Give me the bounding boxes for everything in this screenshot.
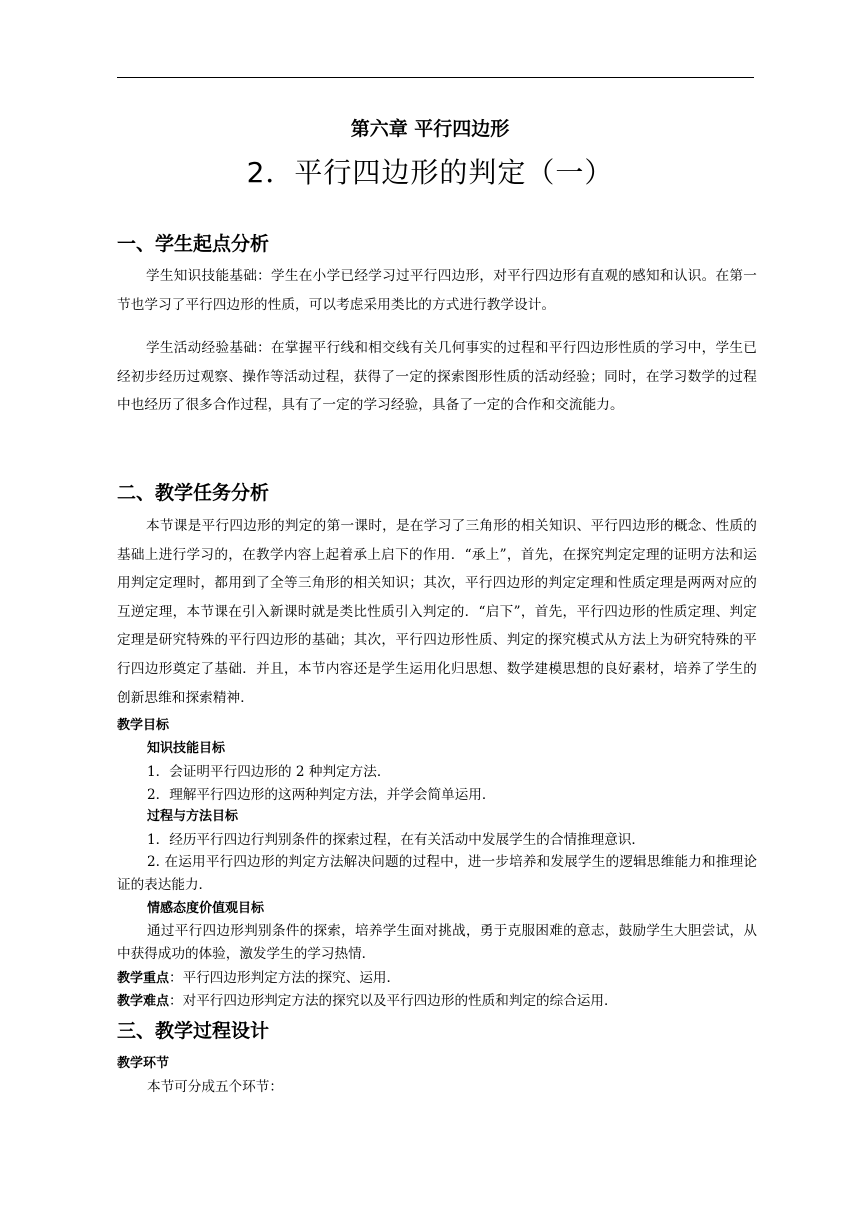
chapter-title: 第六章 平行四边形 bbox=[350, 118, 510, 140]
key-point-text: ：平行四边形判定方法的探究、运用． bbox=[169, 970, 401, 986]
section1-paragraph-1: 学生知识技能基础：学生在小学已经学习过平行四边形，对平行四边形有直观的感知和认识。在第一节也学习了平行四边形的性质，可以考虑采用类比的方式进行教学设计。 bbox=[117, 268, 757, 313]
knowledge-goal-item: 2．理解平行四边形的这两种判定方法，并学会简单运用． bbox=[147, 787, 496, 803]
knowledge-goal-item: 1．会证明平行四边形的 2 种判定方法． bbox=[147, 764, 391, 780]
process-goal-item: 2. 在运用平行四边形的判定方法解决问题的过程中，进一步培养和发展学生的逻辑思维能力和推理论证的表达能力． bbox=[117, 854, 757, 893]
section1-paragraph-2: 学生活动经验基础：在掌握平行线和相交线有关几何事实的过程和平行四边形性质的学习中，学生已经初步经历过观察、操作等活动过程，获得了一定的探索图形性质的活动经验；同时，在学习数学的过程中也经历了很多合作过程，具有了一定的学习经验，具备了一定的合作和交流能力。 bbox=[117, 340, 757, 414]
knowledge-goals-label: 知识技能目标 bbox=[147, 741, 226, 756]
emotion-goals-text: 通过平行四边形判别条件的探索，培养学生面对挑战，勇于克服困难的意志，鼓励学生大胆尝试，从中获得成功的体验，激发学生的学习热情． bbox=[117, 923, 757, 962]
lesson-title: 2．平行四边形的判定（一） bbox=[246, 156, 614, 189]
section2-paragraph-1: 本节课是平行四边形的判定的第一课时，是在学习了三角形的相关知识、平行四边形的概念、性质的基础上进行学习的，在教学内容上起着承上启下的作用．“承上”，首先，在探究判定定理的证明方法和运用判定定理时，都用到了全等三角形的相关知识；其次，平行四边形的判定定理和性质定理是两两对应的互逆定理，本节课在引入新课时就是类比性质引入判定的．“启下”，首先，平行四边形的性质定理、判定定理是研究特殊的平行四边形的基础；其次，平行四边形性质、判定的探究模式从方法上为研究特殊的平行四边形奠定了基础．并且，本节内容还是学生运用化归思想、数学建模思想的良好素材，培养了学生的创新思维和探索精神． bbox=[117, 518, 757, 706]
teaching-stage-text: 本节可分成五个环节： bbox=[147, 1079, 283, 1095]
section3-heading: 三、教学过程设计 bbox=[117, 1020, 270, 1042]
header-rule bbox=[117, 77, 754, 78]
key-point-line bbox=[117, 966, 400, 986]
process-goals-label: 过程与方法目标 bbox=[147, 809, 239, 824]
section1-heading: 一、学生起点分析 bbox=[117, 233, 270, 255]
difficulty-line bbox=[117, 989, 618, 1009]
goals-label: 教学目标 bbox=[117, 718, 170, 733]
key-point-label: 教学重点 bbox=[117, 971, 170, 986]
teaching-stage-label: 教学环节 bbox=[117, 1056, 170, 1071]
difficulty-text: ：对平行四边形判定方法的探究以及平行四边形的性质和判定的综合运用． bbox=[169, 993, 618, 1009]
difficulty-label: 教学难点 bbox=[117, 994, 170, 1009]
process-goal-item: 1．经历平行四边行判别条件的探索过程，在有关活动中发展学生的合情推理意识． bbox=[147, 832, 646, 848]
section2-heading: 二、教学任务分析 bbox=[117, 482, 270, 504]
emotion-goals-label: 情感态度价值观目标 bbox=[147, 901, 265, 916]
